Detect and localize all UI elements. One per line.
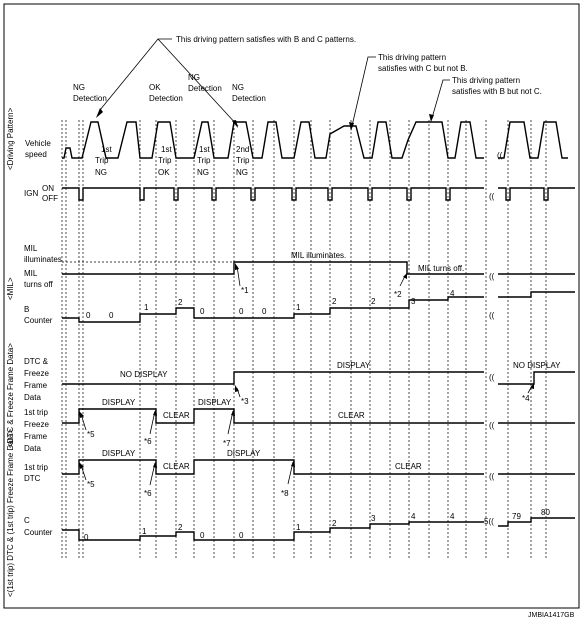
ign-trace [62,188,484,200]
ff-display-2: DISPLAY [198,398,232,407]
break-mark-mil: (( [489,272,495,281]
row-label-dtc-2: Freeze [24,369,49,378]
b-value-0e: 0 [262,307,267,316]
b-value-2c: 2 [371,297,376,306]
footnote-4: *4 [522,394,530,403]
trip-3c: NG [197,168,209,177]
c-value-80: 80 [541,508,550,517]
annotation-c-not-b-arrow [352,57,376,126]
row-label-mil-2: illuminates [24,255,62,264]
ff-clear-2: CLEAR [338,411,365,420]
break-mark-dtc: (( [489,373,495,382]
footnote-6b: *6 [144,489,152,498]
trip-2b: Trip [158,156,172,165]
c-value-4b: 4 [450,512,455,521]
event-ok-b: Detection [149,94,183,103]
b-value-0a: 0 [86,311,91,320]
side-label-driving-pattern: <Driving Pattern> [6,107,15,170]
row-label-ff-3: Frame [24,432,48,441]
vehicle-speed-trace [62,122,484,158]
row-label-dtc-1: DTC & [24,357,48,366]
figure-id: JMBIA1417GB [528,612,575,619]
dtc1-clear-1: CLEAR [163,462,190,471]
annotation-top: This driving pattern satisfies with B and C patterns. [176,35,357,44]
guide-lines [62,120,546,560]
trip-4a: 2nd [236,145,250,154]
c-value-1: 1 [142,527,147,536]
b-value-0c: 0 [200,307,205,316]
dtc-display: DISPLAY [337,361,371,370]
dtc-no-display-2: NO DISPLAY [513,361,561,370]
break-mark-c: 5(( [484,517,494,526]
row-label-ff-4: Data [24,444,41,453]
b-value-0b: 0 [109,311,114,320]
row-label-dtc-3: Frame [24,381,48,390]
trip-4c: NG [236,168,248,177]
b-value-2b: 2 [332,297,337,306]
event-ng-2a: NG [188,73,200,82]
break-mark-1stdtc: (( [489,472,495,481]
mil-turns-off-state: MIL turns off. [418,264,465,273]
footnote-8: *8 [281,489,289,498]
c-value-0a: 0 [84,533,89,542]
row-label-c-1: C [24,516,30,525]
trip-2c: OK [158,168,170,177]
row-label-1stdtc-1: 1st trip [24,463,49,472]
annotation-c-not-b-1: This driving pattern [378,53,447,62]
c-value-2b: 2 [332,519,337,528]
c-value-3: 3 [371,514,376,523]
footnote-2: *2 [394,290,402,299]
c-value-4a: 4 [411,512,416,521]
b-value-1: 1 [144,303,149,312]
annotation-top-arrowhead [96,108,103,118]
fn1-arrowhead [235,263,239,270]
break-mark-speed: (( [497,151,503,160]
side-label-first-trip: <(1st trip) DTC & (1st trip) Freeze Frame Data> [6,428,15,597]
row-label-ign-on: ON [42,184,54,193]
fn3-arrowhead [235,385,239,392]
dtc-freeze-trace-right [498,372,575,384]
event-ng-1b: Detection [73,94,107,103]
b-counter-trace [62,297,484,322]
b-value-1b: 1 [296,303,301,312]
trip-1a: 1st [101,145,112,154]
dtc1-clear-2: CLEAR [395,462,422,471]
row-label-vehicle-speed-1: Vehicle [25,139,51,148]
trip-4b: Trip [236,156,250,165]
b-value-0d: 0 [239,307,244,316]
annotation-b-not-c-1: This driving pattern [452,76,521,85]
side-label-freeze: <DTC & Freeze Frame Data> [6,343,15,448]
c-counter-trace-right [498,518,575,526]
annotation-top-arrow-2 [158,39,238,126]
row-label-mil-off-1: MIL [24,269,38,278]
c-counter-trace [62,522,484,540]
b-counter-trace-right [498,292,575,297]
event-ng-1a: NG [73,83,85,92]
row-label-b-1: B [24,305,30,314]
row-label-1stdtc-2: DTC [24,474,41,483]
footnote-1: *1 [241,286,249,295]
c-value-0c: 0 [239,531,244,540]
row-label-ff-1: 1st trip [24,408,49,417]
annotation-b-not-c-arrowhead [429,114,434,122]
trip-3b: Trip [197,156,211,165]
dtc1-display-1: DISPLAY [102,449,136,458]
footnote-6a: *6 [144,437,152,446]
row-label-ign-off: OFF [42,194,58,203]
break-mark-b: (( [489,311,495,320]
trip-3a: 1st [199,145,210,154]
c-value-79: 79 [512,512,521,521]
b-value-4: 4 [450,289,455,298]
event-ok-a: OK [149,83,161,92]
row-label-ff-2: Freeze [24,420,49,429]
row-label-c-2: Counter [24,528,53,537]
ign-trace-right [498,188,575,200]
event-ng-3b: Detection [232,94,266,103]
trip-2a: 1st [161,145,172,154]
row-label-vehicle-speed-2: speed [25,150,47,159]
footnote-3: *3 [241,397,249,406]
row-label-ign: IGN [24,189,39,198]
dtc-no-display: NO DISPLAY [120,370,168,379]
trip-1c: NG [95,168,107,177]
ff-display-1: DISPLAY [102,398,136,407]
ff-trace [62,409,484,423]
vehicle-speed-trace-right [498,122,568,158]
row-label-dtc-4: Data [24,393,41,402]
row-label-mil-off-2: turns off [24,280,53,289]
annotation-c-not-b-2: satisfies with C but not B. [378,64,468,73]
b-value-2: 2 [178,298,183,307]
break-mark-ff: (( [489,421,495,430]
dtc1-display-2: DISPLAY [227,449,261,458]
b-value-3: 3 [411,297,416,306]
mil-illuminates-state: MIL illuminates. [291,251,347,260]
c-value-1b: 1 [296,523,301,532]
break-mark-ign: (( [489,192,495,201]
row-label-b-2: Counter [24,316,53,325]
event-ng-2b: Detection [188,84,222,93]
trip-1b: Trip [95,156,109,165]
ff-clear-1: CLEAR [163,411,190,420]
annotation-b-not-c-2: satisfies with B but not C. [452,87,542,96]
event-ng-3a: NG [232,83,244,92]
footnote-5b: *5 [87,480,95,489]
c-value-0b: 0 [200,531,205,540]
row-label-mil-1: MIL [24,244,38,253]
c-value-2: 2 [178,523,183,532]
footnote-7: *7 [223,439,231,448]
footnote-5a: *5 [87,430,95,439]
side-label-mil: <MIL> [6,277,15,300]
annotation-b-not-c-arrow [432,80,450,118]
